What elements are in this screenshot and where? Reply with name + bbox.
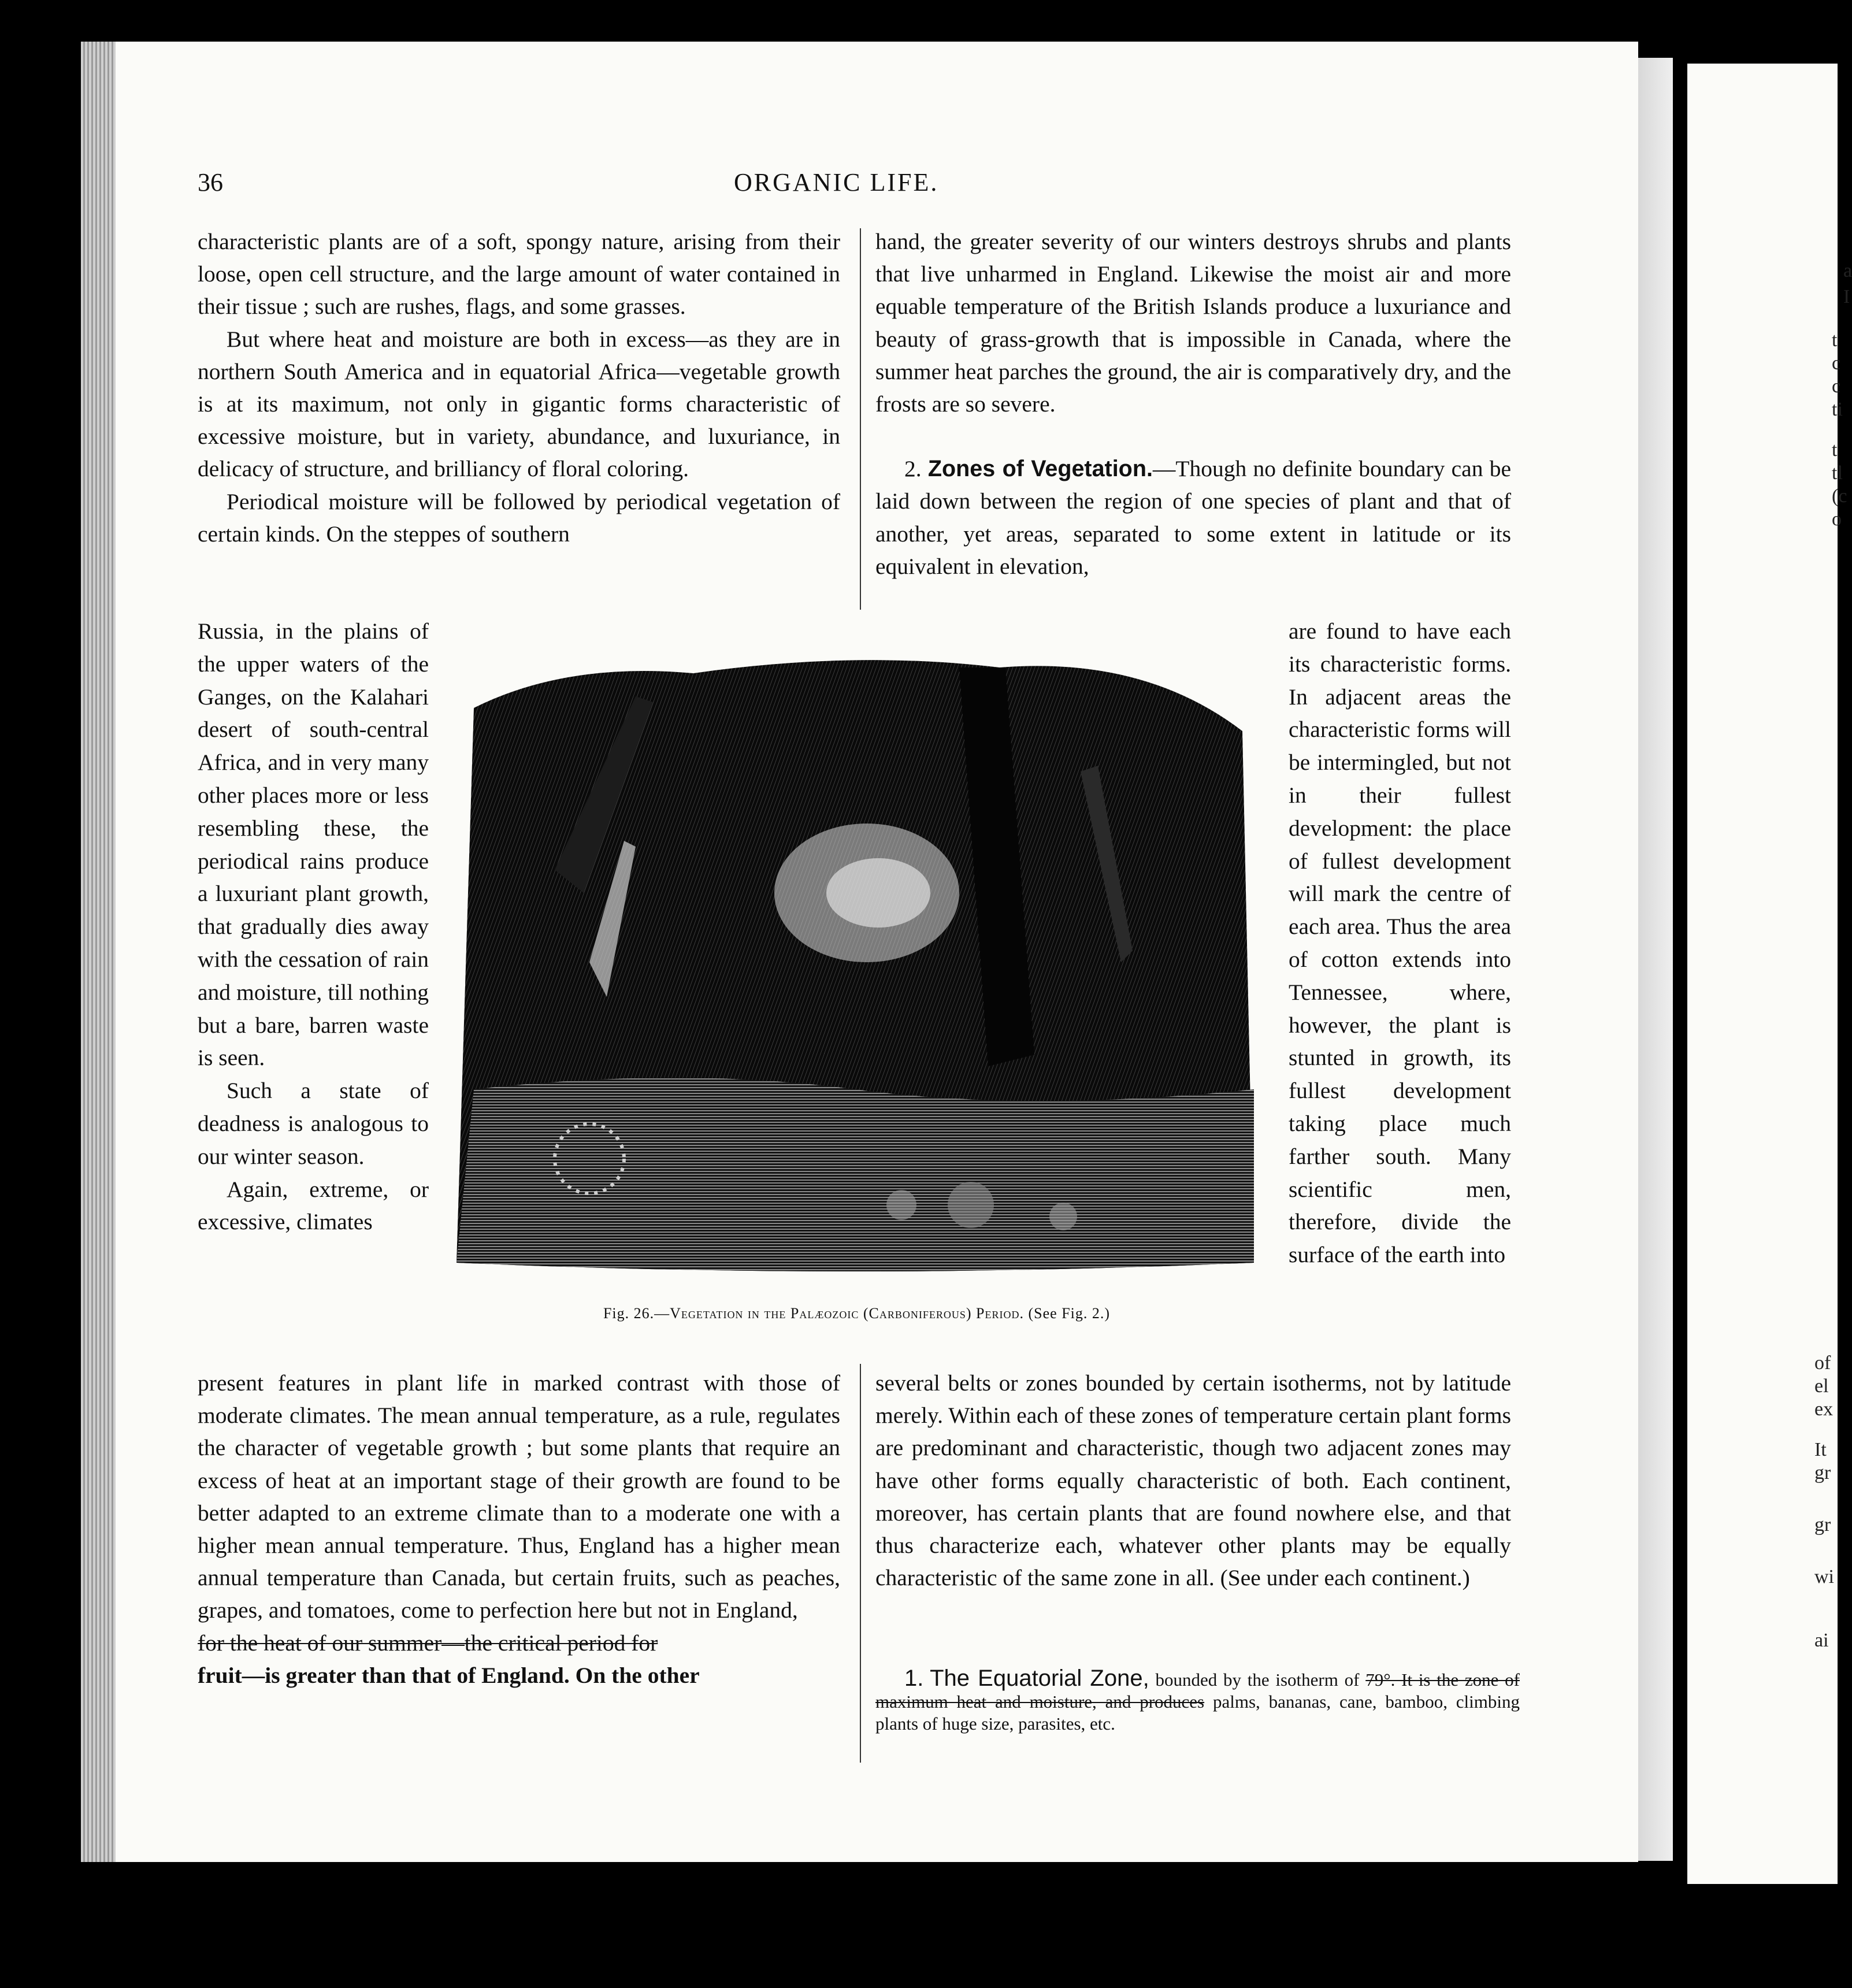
- figure-caption: [451, 1305, 1263, 1322]
- facing-fragment: c: [1832, 376, 1841, 397]
- paragraph: several belts or zones bounded by certain isotherms, not by latitude merely. Within each of these zones of temperature certain plant forms are predominant and characteristic, though two adjacent zones may have other forms equally characteristic of both. Each continent, moreover, has certain plants that are found nowhere else, and that thus characterize each, whatever other plants may be equally characteristic of the same zone in all. (See under each continent.): [875, 1370, 1511, 1591]
- facing-fragment: tl: [1832, 462, 1843, 484]
- section-number: 2.: [904, 456, 922, 482]
- zone-item: [875, 1667, 1520, 1735]
- paragraph: Russia, in the plains of the upper waters of the Ganges, on the Kalahari desert of south-central Africa, and in very many other places more or less resembling these, the periodical rains produce a luxuriant plant growth, that gradually dies away with the cessation of rain and moisture, till nothing but a bare, barren waste is seen.: [198, 618, 429, 1071]
- facing-fragment: gr: [1814, 1514, 1831, 1535]
- paragraph: Again, extreme, or excessive, climates: [198, 1176, 429, 1235]
- facing-fragment: o: [1832, 509, 1842, 530]
- facing-fragment: wi: [1814, 1566, 1834, 1588]
- facing-fragment: ex: [1814, 1399, 1834, 1420]
- vegetation-engraving: [451, 650, 1263, 1286]
- column-rule: [860, 1364, 861, 1763]
- caption-text: Vegetation in the Palæozoic (Carboniferous) Period.: [670, 1305, 1025, 1322]
- section-heading: Zones of Vegetation.: [927, 456, 1153, 482]
- paragraph: are found to have each its characteristic forms. In adjacent areas the characteristic forms will be intermingled, but not in their fullest development: the place of fullest development will mark the centre of each area. Thus the area of cotton extends into Tennessee, where, however, the plant is stunted in growth, its fullest development taking place much farther south. Many scientific men, therefore, divide the surface of the earth into: [1289, 618, 1511, 1268]
- right-column-bottom: [875, 1367, 1511, 1594]
- paragraph: present features in plant life in marked contrast with those of moderate climates. The mean annual temperature, as a rule, regulates the character of vegetable growth ; but some plants that require an excess of heat at an important stage of their growth are found to be better adapted to an extreme climate than to a moderate one with a higher mean annual temperature. Thus, England has a higher mean annual temperature than Canada, but certain fruits, such as peaches, grapes, and tomatoes, come to perfection here but not in England,: [198, 1370, 840, 1623]
- caption-reference: (See Fig. 2.): [1028, 1305, 1111, 1322]
- facing-fragment: el: [1814, 1375, 1829, 1397]
- facing-fragment: gr: [1814, 1462, 1831, 1483]
- zone-list: [875, 1667, 1520, 1735]
- struck-line: [198, 1627, 840, 1659]
- paragraph: Such a state of deadness is analogous to our winter season.: [198, 1078, 429, 1169]
- facing-fragment: I: [1843, 286, 1850, 307]
- page-edge-stack: [81, 42, 116, 1862]
- facing-fragment: c: [1832, 353, 1841, 374]
- paragraph: characteristic plants are of a soft, spongy nature, arising from their loose, open cell structure, and the large amount of water contained in their tissue ; such are rushes, flags, and some grasses.: [198, 229, 840, 320]
- paragraph: Periodical moisture will be followed by periodical vegetation of certain kinds. On the steppes of southern: [198, 488, 840, 547]
- paragraph-text: —Though no definite boundary can be laid down between the region of one species of plant and that of another, yet areas, separated to some extent in latitude or its equivalent in elevation,: [875, 456, 1512, 579]
- page-number: 36: [198, 168, 223, 196]
- running-title: ORGANIC LIFE.: [734, 168, 939, 196]
- zone-bounded: bounded by the isotherm of: [1155, 1670, 1360, 1690]
- facing-fragment: ti: [1832, 399, 1843, 420]
- facing-fragment: t: [1832, 329, 1838, 351]
- facing-fragment: (c: [1832, 485, 1847, 507]
- paragraph: But where heat and moisture are both in excess—as they are in northern South America and in equatorial Africa—vegetable growth is at its maximum, not only in gigantic forms characteristic of excessive moisture, but in variety, abundance, and luxuriance, in delicacy of structure, and brilliancy of floral coloring.: [198, 326, 840, 482]
- zone-number: 1.: [904, 1666, 924, 1691]
- zone-title: The Equatorial Zone,: [930, 1666, 1149, 1691]
- facing-fragment: a: [1843, 260, 1852, 281]
- zone-struck: 79°. It is the zone of maximum heat and moisture, and produces: [875, 1670, 1520, 1712]
- zone-text: palms, bananas, cane, bamboo, climbing plants of huge size, parasites, etc.: [875, 1692, 1520, 1734]
- gutter-shadow: [1638, 58, 1673, 1861]
- right-column-top: [875, 225, 1511, 583]
- paragraph-last-line: fruit—is greater than that of England. On the other: [198, 1662, 700, 1688]
- facing-fragment: It: [1814, 1439, 1827, 1460]
- struck-text: for the heat of our summer—the critical period for: [198, 1630, 658, 1656]
- left-column-bottom: [198, 1367, 840, 1692]
- facing-fragment: ai: [1814, 1630, 1829, 1651]
- left-column-beside-figure: [198, 615, 429, 1238]
- column-rule: [860, 228, 861, 610]
- caption-prefix: Fig. 26.—: [603, 1305, 670, 1322]
- left-column-top: [198, 225, 840, 550]
- paragraph: hand, the greater severity of our winters destroys shrubs and plants that live unharmed in England. Likewise the moist air and more equable temperature of the British Islands produce a luxuriance and beauty of grass-growth that is impossible in Canada, where the summer heat parches the ground, the air is comparatively dry, and the frosts are so severe.: [875, 229, 1511, 417]
- facing-fragment: t: [1832, 439, 1838, 461]
- section-paragraph: [875, 453, 1511, 583]
- right-column-beside-figure: [1289, 615, 1511, 1271]
- facing-page: [1687, 64, 1852, 1884]
- facing-fragment: of: [1814, 1352, 1831, 1374]
